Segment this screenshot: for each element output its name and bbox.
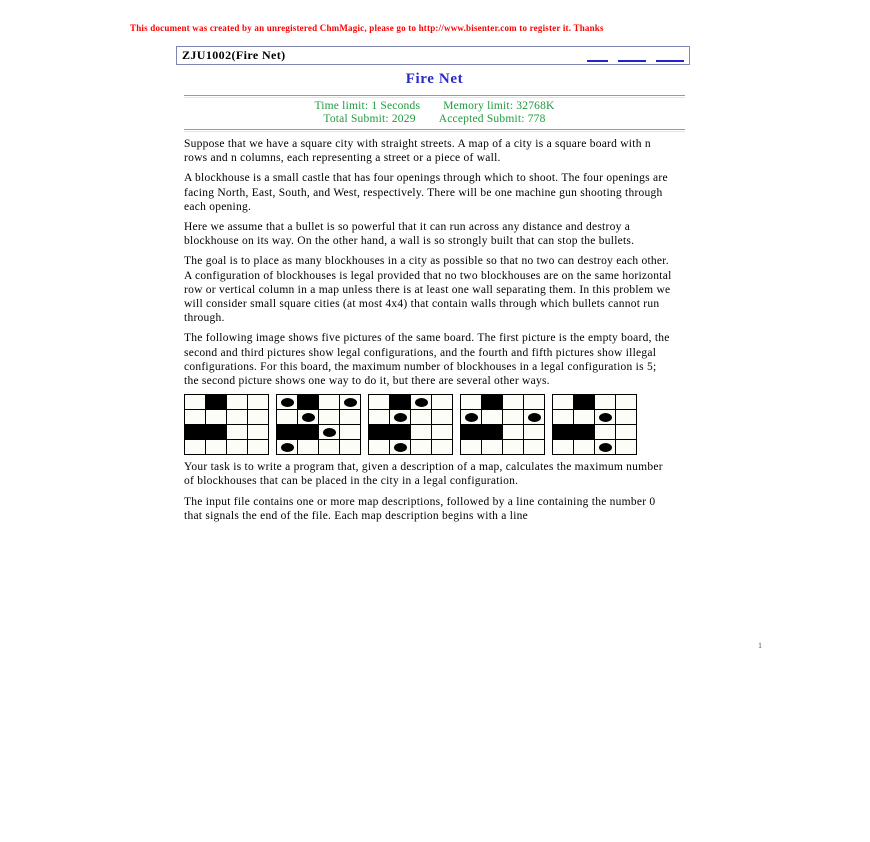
street-cell: [524, 425, 545, 440]
page-title: Fire Net: [405, 71, 464, 87]
wall-cell: [298, 395, 319, 410]
blockhouse-dot: [302, 413, 315, 422]
wall-cell: [553, 425, 574, 440]
board-row: [277, 425, 361, 440]
street-cell: [432, 425, 453, 440]
wall-cell: [277, 425, 298, 440]
blockhouse-cell: [277, 440, 298, 455]
paragraph-bullet: Here we assume that a bullet is so powerful that it can run across any distance and destroy a blockhouse on its way. On the other hand, a wall is so strongly built that can stop the bullets.: [184, 221, 635, 248]
blockhouse-dot: [465, 413, 478, 422]
wall-cell: [185, 425, 206, 440]
street-cell: [340, 410, 361, 425]
board-figures: [184, 394, 673, 455]
street-cell: [503, 440, 524, 455]
blockhouse-cell: [340, 395, 361, 410]
board-row: [553, 440, 637, 455]
street-cell: [503, 395, 524, 410]
board-picture-4: [460, 394, 545, 455]
board-row: [553, 395, 637, 410]
street-cell: [553, 395, 574, 410]
blockhouse-dot: [281, 398, 294, 407]
street-cell: [595, 395, 616, 410]
paragraph-blockhouse: A blockhouse is a small castle that has four openings through which to shoot. The four openings are facing North, East, South, and West, respectively. There will be one machine gun shooting through each opening.: [184, 172, 668, 213]
board-row: [461, 440, 545, 455]
paragraph-goal: The goal is to place as many blockhouses in a city as possible so that no two can destroy each other. A configuration of blockhouses is legal provided that no two blockhouses are on the same horizontal row or vertical column in a map unless there is at least one wall separating them. In this problem we will consider small square cities (at most 4x4) that contain walls through which bullets cannot run through.: [184, 255, 672, 325]
paragraph-task: Your task is to write a program that, given a description of a map, calculates the maximum number of blockhouses that can be placed in the city in a legal configuration.: [184, 461, 663, 488]
time-limit-label: Time limit: 1 Seconds: [314, 100, 421, 112]
board-row: [185, 425, 269, 440]
wall-cell: [206, 425, 227, 440]
street-cell: [574, 410, 595, 425]
unregistered-watermark-text: This document was created by an unregistered ChmMagic, please go to http://www.bisenter.com to register it. Thanks: [130, 23, 604, 33]
street-cell: [411, 440, 432, 455]
street-cell: [482, 410, 503, 425]
wall-cell: [390, 395, 411, 410]
street-cell: [206, 410, 227, 425]
blockhouse-cell: [461, 410, 482, 425]
blank-link[interactable]: [656, 60, 684, 62]
street-cell: [616, 395, 637, 410]
street-cell: [206, 440, 227, 455]
board-row: [185, 395, 269, 410]
blockhouse-dot: [599, 413, 612, 422]
blockhouse-cell: [411, 395, 432, 410]
board-picture-3: [368, 394, 453, 455]
blockhouse-cell: [298, 410, 319, 425]
street-cell: [574, 440, 595, 455]
street-cell: [432, 395, 453, 410]
wall-cell: [369, 425, 390, 440]
board-row: [369, 410, 453, 425]
street-cell: [524, 440, 545, 455]
blockhouse-dot: [323, 428, 336, 437]
street-cell: [319, 440, 340, 455]
total-submit-label: Total Submit: 2029: [323, 113, 416, 125]
wall-cell: [482, 395, 503, 410]
stats-line-limits: [184, 100, 685, 112]
board-row: [369, 425, 453, 440]
wall-cell: [206, 395, 227, 410]
blank-link[interactable]: [618, 60, 646, 62]
wall-cell: [574, 425, 595, 440]
paragraph-input: The input file contains one or more map descriptions, followed by a line containing the number 0 that signals the end of the file. Each map description begins with a line: [184, 495, 656, 522]
board-row: [277, 410, 361, 425]
board-row: [369, 395, 453, 410]
street-cell: [227, 425, 248, 440]
street-cell: [616, 425, 637, 440]
wall-cell: [461, 425, 482, 440]
blockhouse-dot: [599, 443, 612, 452]
blockhouse-cell: [277, 395, 298, 410]
street-cell: [503, 410, 524, 425]
street-cell: [248, 425, 269, 440]
board-row: [461, 395, 545, 410]
board-picture-1: [184, 394, 269, 455]
blockhouse-cell: [390, 410, 411, 425]
street-cell: [319, 410, 340, 425]
blank-link[interactable]: [587, 60, 608, 62]
blockhouse-cell: [319, 425, 340, 440]
blockhouse-dot: [281, 443, 294, 452]
street-cell: [369, 395, 390, 410]
board-row: [461, 425, 545, 440]
board-row: [185, 410, 269, 425]
street-cell: [482, 440, 503, 455]
street-cell: [461, 440, 482, 455]
problem-title-bar: [176, 46, 690, 65]
blockhouse-cell: [390, 440, 411, 455]
blockhouse-dot: [394, 413, 407, 422]
street-cell: [185, 395, 206, 410]
street-cell: [616, 410, 637, 425]
blockhouse-dot: [415, 398, 428, 407]
street-cell: [369, 410, 390, 425]
street-cell: [227, 440, 248, 455]
board-row: [185, 440, 269, 455]
blockhouse-dot: [528, 413, 541, 422]
board-row: [461, 410, 545, 425]
board-row: [553, 425, 637, 440]
street-cell: [319, 395, 340, 410]
street-cell: [411, 410, 432, 425]
wall-cell: [482, 425, 503, 440]
blockhouse-cell: [595, 410, 616, 425]
accepted-submit-label: Accepted Submit: 778: [438, 113, 546, 125]
wall-cell: [574, 395, 595, 410]
blockhouse-cell: [524, 410, 545, 425]
street-cell: [227, 410, 248, 425]
wall-cell: [298, 425, 319, 440]
street-cell: [616, 440, 637, 455]
street-cell: [369, 440, 390, 455]
street-cell: [432, 410, 453, 425]
board-row: [277, 440, 361, 455]
board-picture-5: [552, 394, 637, 455]
page-number: 1: [758, 641, 762, 650]
stats-block: [184, 100, 685, 126]
board-row: [553, 410, 637, 425]
street-cell: [461, 395, 482, 410]
wall-cell: [390, 425, 411, 440]
divider-bottom: [184, 129, 685, 132]
board-picture-2: [276, 394, 361, 455]
street-cell: [411, 425, 432, 440]
problem-id-label: ZJU1002(Fire Net): [182, 48, 286, 62]
street-cell: [185, 440, 206, 455]
street-cell: [503, 425, 524, 440]
street-cell: [432, 440, 453, 455]
paragraph-image-intro: The following image shows five pictures of the same board. The first picture is the empty board, the second and third pictures show legal configurations, and the fourth and fifth pictures show illegal configurations. For this board, the maximum number of blockhouses in a legal configuration is 5; the second picture shows one way to do it, but there are several other ways.: [184, 332, 670, 388]
street-cell: [553, 440, 574, 455]
title-links-group: [577, 50, 684, 62]
street-cell: [553, 410, 574, 425]
street-cell: [340, 425, 361, 440]
blockhouse-dot: [394, 443, 407, 452]
divider-top: [184, 95, 685, 98]
street-cell: [248, 395, 269, 410]
board-row: [369, 440, 453, 455]
blockhouse-dot: [344, 398, 357, 407]
problem-description: [184, 137, 673, 529]
street-cell: [248, 410, 269, 425]
street-cell: [298, 440, 319, 455]
stats-line-submits: [184, 113, 685, 125]
street-cell: [227, 395, 248, 410]
street-cell: [248, 440, 269, 455]
street-cell: [185, 410, 206, 425]
street-cell: [340, 440, 361, 455]
street-cell: [524, 395, 545, 410]
blockhouse-cell: [595, 440, 616, 455]
paragraph-city-intro: Suppose that we have a square city with straight streets. A map of a city is a square board with n rows and n columns, each representing a street or a piece of wall.: [184, 138, 651, 165]
street-cell: [277, 410, 298, 425]
street-cell: [595, 425, 616, 440]
memory-limit-label: Memory limit: 32768K: [443, 100, 555, 112]
board-row: [277, 395, 361, 410]
